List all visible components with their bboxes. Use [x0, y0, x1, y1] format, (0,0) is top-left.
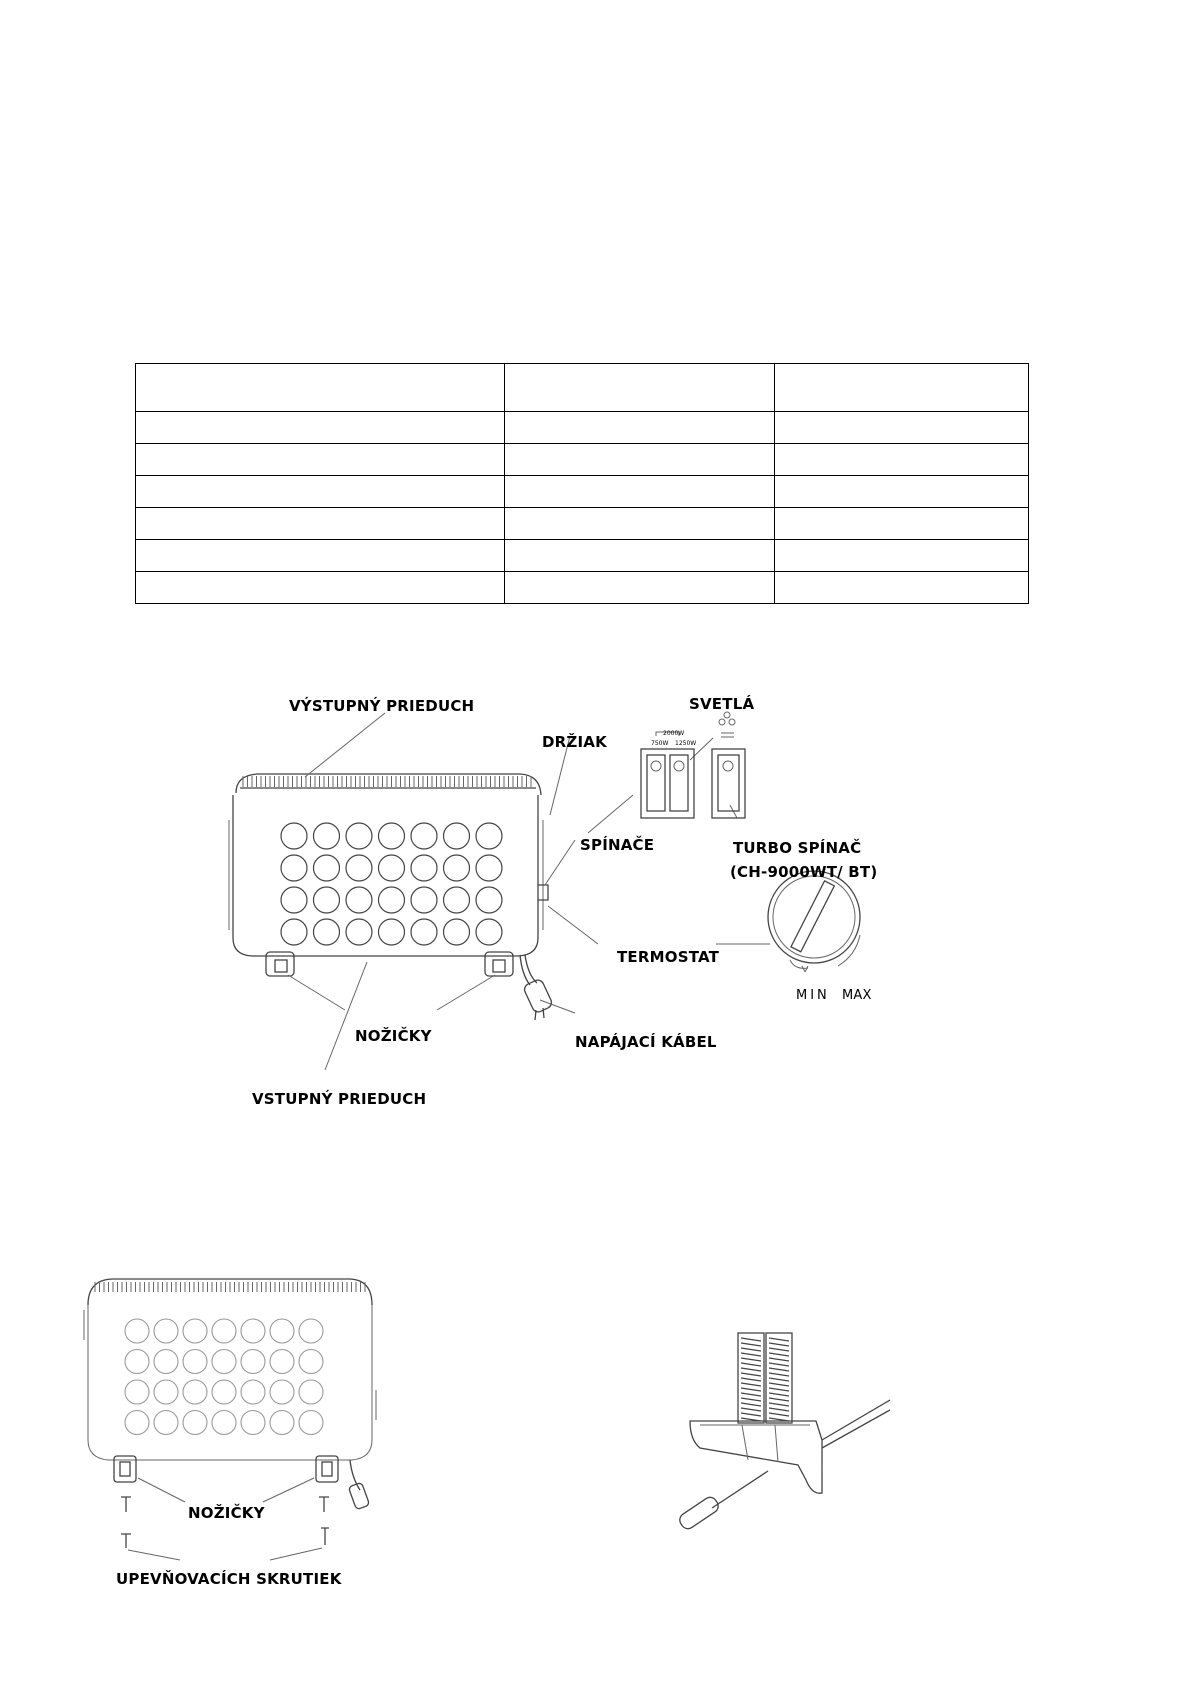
- grille-hole: [281, 919, 307, 945]
- grille-hole: [346, 919, 372, 945]
- assembly-heater: [84, 1279, 376, 1510]
- grille-hole: [183, 1350, 207, 1374]
- grille-hole: [411, 855, 437, 881]
- grille-hole: [212, 1350, 236, 1374]
- table-cell: [136, 412, 505, 444]
- power-1250-label: 1250W: [675, 740, 697, 747]
- heater-grille-holes: [281, 823, 502, 945]
- table-cell: [775, 444, 1029, 476]
- table-cell: [505, 444, 775, 476]
- table-row: [136, 476, 1029, 508]
- grille-hole: [241, 1319, 265, 1343]
- grille-hole: [379, 855, 405, 881]
- grille-hole: [241, 1350, 265, 1374]
- table-cell: [505, 540, 775, 572]
- grille-hole: [125, 1319, 149, 1343]
- spec-table: [135, 363, 1029, 604]
- table-cell: [136, 508, 505, 540]
- table-row: [136, 508, 1029, 540]
- grille-hole: [212, 1319, 236, 1343]
- turbo-switch: [712, 749, 745, 818]
- grille-hole: [154, 1380, 178, 1404]
- table-cell: [136, 364, 505, 412]
- table-cell: [505, 412, 775, 444]
- grille-hole: [154, 1411, 178, 1435]
- screwdriver-icon: [677, 1471, 768, 1531]
- table-row: [136, 572, 1029, 604]
- table-row: [136, 540, 1029, 572]
- assembly-screws-label: UPEVŇOVACÍCH SKRUTIEK: [116, 1570, 342, 1588]
- grille-hole: [281, 887, 307, 913]
- grille-hole: [379, 919, 405, 945]
- grille-hole: [183, 1380, 207, 1404]
- grille-hole: [444, 855, 470, 881]
- grille-hole: [183, 1319, 207, 1343]
- grille-hole: [444, 887, 470, 913]
- grille-hole: [379, 823, 405, 849]
- grille-hole: [270, 1350, 294, 1374]
- grille-hole: [476, 887, 502, 913]
- table-cell: [775, 476, 1029, 508]
- grille-hole: [125, 1380, 149, 1404]
- grille-hole: [299, 1411, 323, 1435]
- switches-label: SPÍNAČE: [580, 836, 655, 854]
- grille-hole: [212, 1380, 236, 1404]
- outlet-label: VÝSTUPNÝ PRIEDUCH: [289, 697, 475, 715]
- fan-icon: [719, 712, 735, 737]
- table-cell: [136, 572, 505, 604]
- min-label: MIN: [796, 988, 830, 1003]
- table-row: [136, 444, 1029, 476]
- table-cell: [775, 508, 1029, 540]
- grille-hole: [314, 887, 340, 913]
- thermostat-dial: [768, 871, 860, 972]
- grille-hole: [212, 1411, 236, 1435]
- grille-hole: [281, 855, 307, 881]
- heater-body: [229, 774, 553, 1020]
- feet-label: NOŽIČKY: [355, 1027, 432, 1045]
- grille-hole: [346, 855, 372, 881]
- table-cell: [775, 572, 1029, 604]
- grille-hole: [314, 855, 340, 881]
- grille-hole: [299, 1319, 323, 1343]
- table-cell: [775, 364, 1029, 412]
- grille-hole: [476, 823, 502, 849]
- grille-hole: [314, 823, 340, 849]
- table-cell: [505, 476, 775, 508]
- grille-hole: [411, 919, 437, 945]
- grille-hole: [379, 887, 405, 913]
- max-label: MAX: [842, 988, 872, 1003]
- grille-hole: [444, 823, 470, 849]
- table-cell: [775, 412, 1029, 444]
- turbo-switch-label: TURBO SPÍNAČ: [733, 839, 862, 857]
- grille-hole: [154, 1319, 178, 1343]
- table-cell: [505, 572, 775, 604]
- grille-hole: [154, 1350, 178, 1374]
- table-cell: [136, 540, 505, 572]
- grille-hole: [183, 1411, 207, 1435]
- grille-hole: [299, 1380, 323, 1404]
- grille-hole: [411, 823, 437, 849]
- grille-hole: [346, 887, 372, 913]
- inlet-label: VSTUPNÝ PRIEDUCH: [252, 1090, 427, 1108]
- grille-hole: [281, 823, 307, 849]
- table-header-row: [136, 364, 1029, 412]
- power-2000-label: 2000W: [663, 730, 685, 737]
- grille-hole: [270, 1380, 294, 1404]
- grille-hole: [125, 1350, 149, 1374]
- grille-hole: [476, 919, 502, 945]
- table-cell: [136, 476, 505, 508]
- table-cell: [775, 540, 1029, 572]
- grille-hole: [241, 1411, 265, 1435]
- grille-hole: [314, 919, 340, 945]
- foot-detail: [690, 1333, 890, 1493]
- grille-hole: [270, 1319, 294, 1343]
- grille-hole: [241, 1380, 265, 1404]
- turbo-models-label: (CH-9000WT/ BT): [730, 863, 878, 881]
- power-cable-label: NAPÁJACÍ KÁBEL: [575, 1033, 717, 1051]
- thermostat-label: TERMOSTAT: [617, 948, 720, 966]
- assembly-grille-holes: [125, 1319, 323, 1435]
- assembly-feet-label: NOŽIČKY: [188, 1504, 265, 1522]
- grille-hole: [476, 855, 502, 881]
- grille-hole: [346, 823, 372, 849]
- table-cell: [505, 364, 775, 412]
- leader-lines: [288, 713, 770, 1070]
- lights-label: SVETLÁ: [689, 695, 755, 713]
- holder-label: DRŽIAK: [542, 733, 607, 751]
- grille-hole: [125, 1411, 149, 1435]
- grille-hole: [270, 1411, 294, 1435]
- grille-hole: [411, 887, 437, 913]
- table-cell: [136, 444, 505, 476]
- grille-hole: [444, 919, 470, 945]
- grille-hole: [299, 1350, 323, 1374]
- power-750-label: 750W: [651, 740, 669, 747]
- table-row: [136, 412, 1029, 444]
- table-cell: [505, 508, 775, 540]
